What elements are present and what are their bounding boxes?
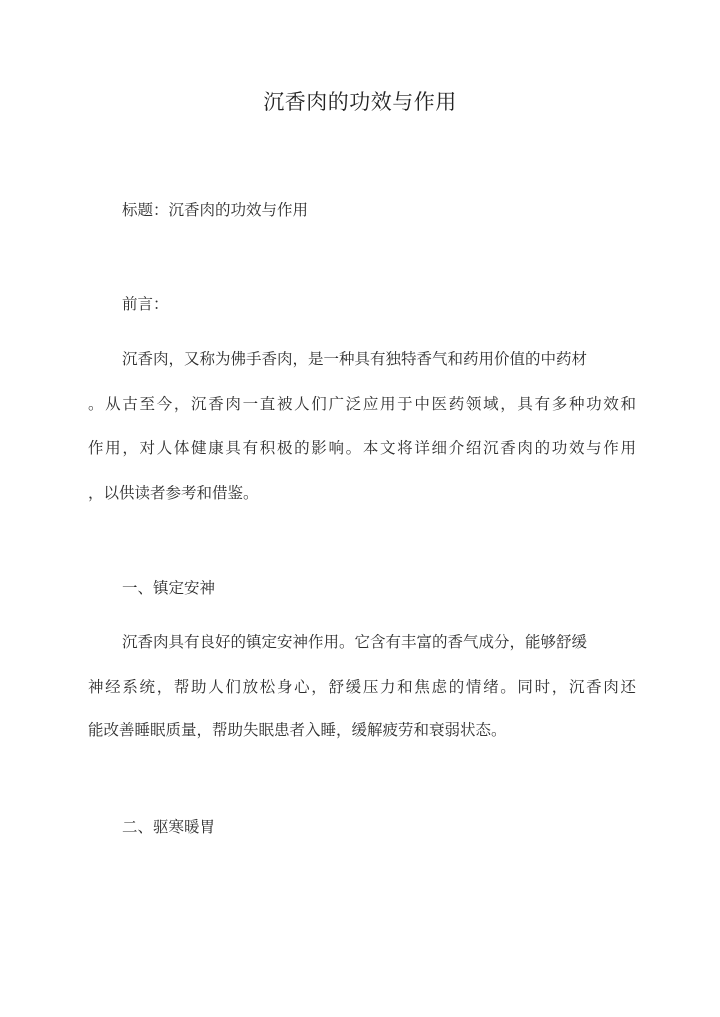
section1-line-3: 能改善睡眠质量，帮助失眠患者入睡，缓解疲劳和衰弱状态。 <box>88 721 507 739</box>
preface-heading: 前言： <box>122 295 169 313</box>
section2-heading: 二、驱寒暖胃 <box>122 818 216 836</box>
preface-line-2: 。从古至今，沉香肉一直被人们广泛应用于中医药领域，具有多种功效和 <box>88 395 636 413</box>
preface-line-1: 沉香肉，又称为佛手香肉，是一种具有独特香气和药用价值的中药材 <box>122 350 588 368</box>
preface-line-4: ，以供读者参考和借鉴。 <box>88 484 259 502</box>
document-title: 沉香肉的功效与作用 <box>263 90 457 114</box>
section1-line-1: 沉香肉具有良好的镇定安神作用。它含有丰富的香气成分，能够舒缓 <box>122 633 588 651</box>
preface-line-3: 作用，对人体健康具有积极的影响。本文将详细介绍沉香肉的功效与作用 <box>88 439 636 457</box>
subtitle-line: 标题：沉香肉的功效与作用 <box>122 201 309 219</box>
section1-line-2: 神经系统，帮助人们放松身心，舒缓压力和焦虑的情绪。同时，沉香肉还 <box>88 678 636 696</box>
section1-heading: 一、镇定安神 <box>122 579 216 597</box>
